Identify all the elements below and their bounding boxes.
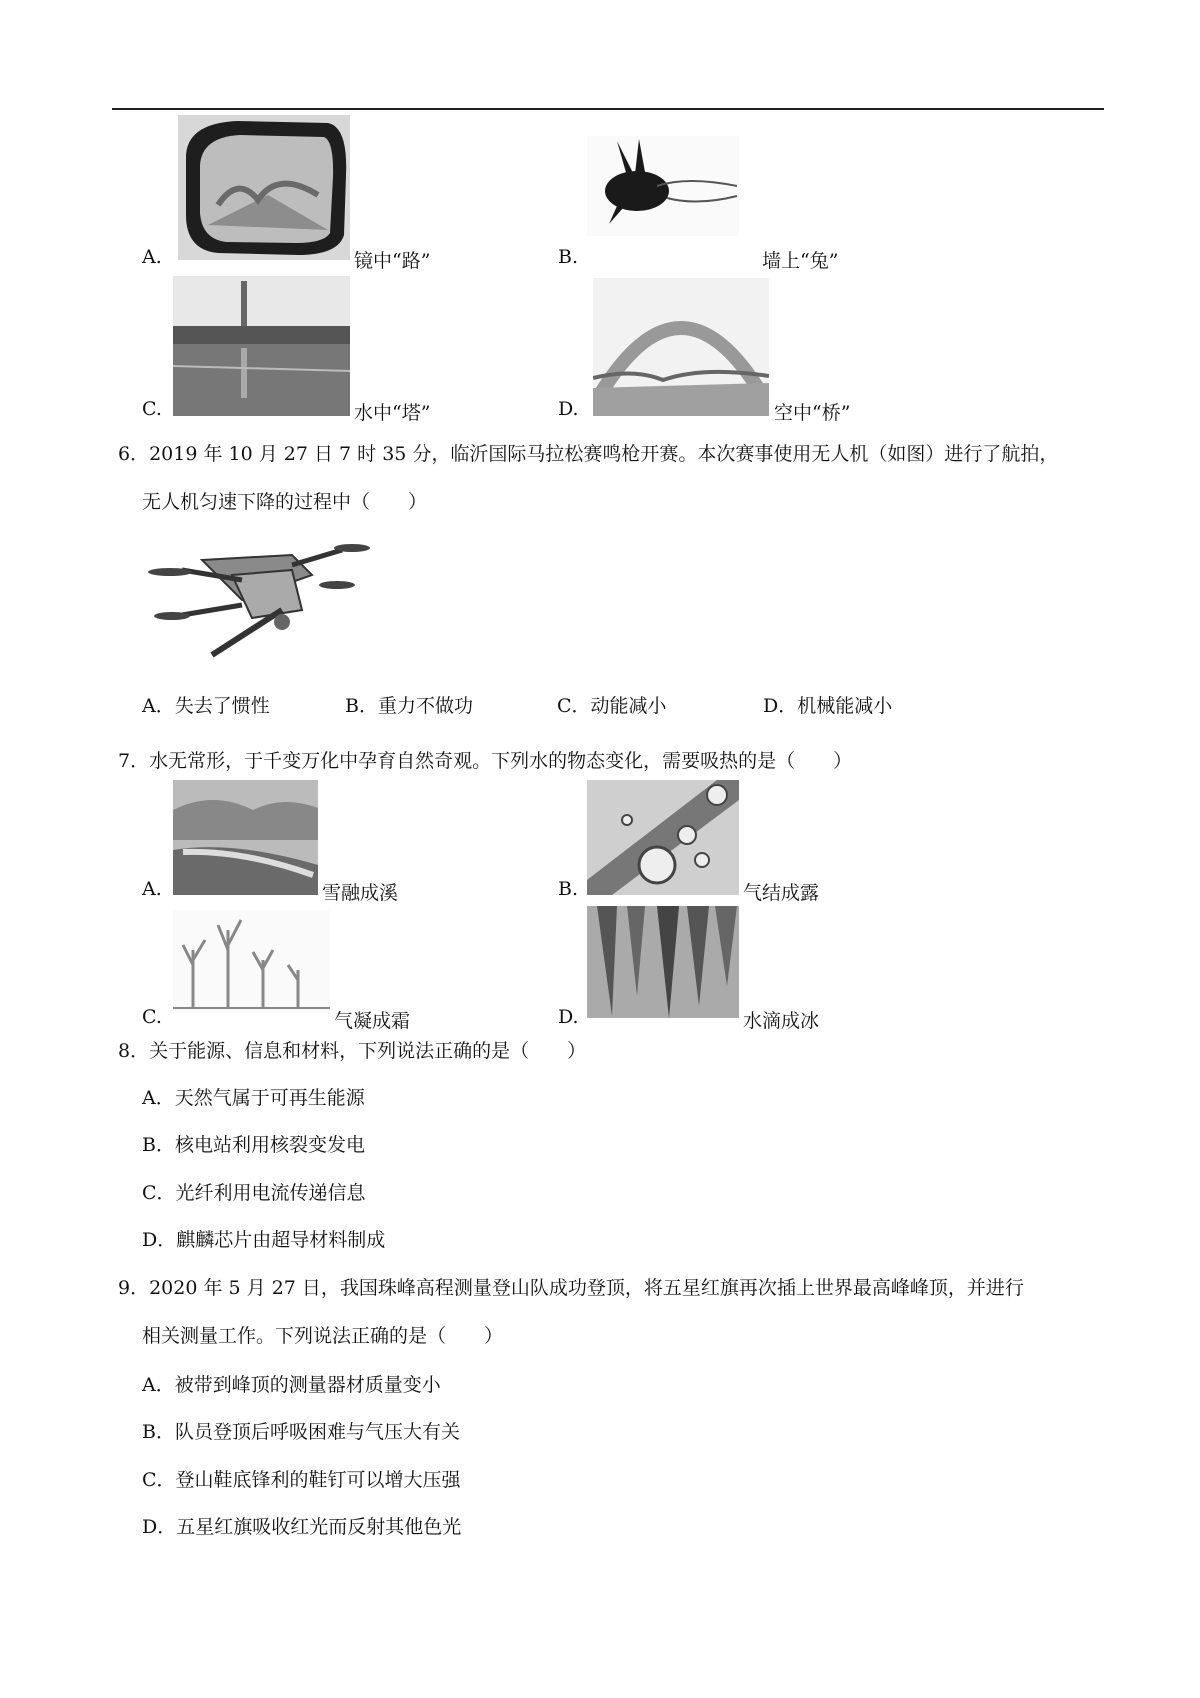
car-mirror-road-image (178, 115, 350, 260)
q6-stem-line2: 无人机匀速下降的过程中（ ） (142, 491, 428, 513)
q8-option-a: A．天然气属于可再生能源 (142, 1087, 365, 1109)
icicles-image (587, 906, 739, 1018)
q5-option-d-letter: D. (558, 398, 579, 420)
dew-drops-image (587, 780, 739, 895)
q5-option-a-letter: A. (142, 246, 162, 268)
snow-melting-stream-image (173, 780, 318, 895)
q9-stem-line2: 相关测量工作。下列说法正确的是（ ） (142, 1325, 504, 1347)
q8-option-d: D．麒麟芯片由超导材料制成 (142, 1229, 386, 1251)
q9-option-b: B．队员登顶后呼吸困难与气压大有关 (142, 1421, 460, 1443)
q5-option-a-caption: 镜中“路” (354, 250, 431, 272)
q6-stem-line1: 6．2019 年 10 月 27 日 7 时 35 分，临沂国际马拉松赛鸣枪开赛。本次赛事使用无人机（如图）进行了航拍， (118, 443, 1059, 465)
rainbow-bridge-image (593, 278, 769, 416)
q7-stem: 7．水无常形，于千变万化中孕育自然奇观。下列水的物态变化，需要吸热的是（ ） (118, 750, 853, 772)
q6-option-c: C．动能减小 (557, 695, 667, 717)
q5-option-d-caption: 空中“桥” (774, 402, 851, 424)
q7-option-a-caption: 雪融成溪 (322, 882, 399, 904)
q6-option-d: D．机械能减小 (763, 695, 893, 717)
hand-shadow-rabbit-image (587, 136, 739, 236)
header-rule (112, 108, 1104, 110)
q5-option-b-letter: B. (558, 246, 579, 268)
tower-reflection-image (173, 276, 350, 416)
drone-image (142, 530, 372, 660)
q7-option-c-caption: 气凝成霜 (334, 1010, 411, 1032)
q5-option-c-letter: C. (142, 398, 162, 420)
q9-stem-line1: 9．2020 年 5 月 27 日，我国珠峰高程测量登山队成功登顶，将五星红旗再次插上世界最高峰峰顶，并进行 (118, 1277, 1024, 1299)
q7-option-d-letter: D. (558, 1006, 579, 1028)
q9-option-a: A．被带到峰顶的测量器材质量变小 (142, 1374, 441, 1396)
q5-option-b-caption: 墙上“兔” (762, 250, 839, 272)
q7-option-c-letter: C. (142, 1006, 162, 1028)
q9-option-d: D．五星红旗吸收红光而反射其他色光 (142, 1516, 462, 1538)
q6-option-a: A．失去了惯性 (142, 695, 270, 717)
q7-option-b-caption: 气结成露 (743, 882, 820, 904)
q9-option-c: C．登山鞋底锋利的鞋钉可以增大压强 (142, 1469, 461, 1491)
q6-option-b: B．重力不做功 (345, 695, 473, 717)
q8-option-b: B．核电站利用核裂变发电 (142, 1134, 365, 1156)
q7-option-a-letter: A. (142, 878, 162, 900)
q5-option-c-caption: 水中“塔” (354, 402, 431, 424)
q7-option-d-caption: 水滴成冰 (743, 1010, 820, 1032)
q7-option-b-letter: B. (558, 878, 579, 900)
q8-stem: 8．关于能源、信息和材料，下列说法正确的是（ ） (118, 1040, 587, 1062)
q8-option-c: C．光纤利用电流传递信息 (142, 1182, 366, 1204)
frost-trees-image (173, 910, 330, 1013)
